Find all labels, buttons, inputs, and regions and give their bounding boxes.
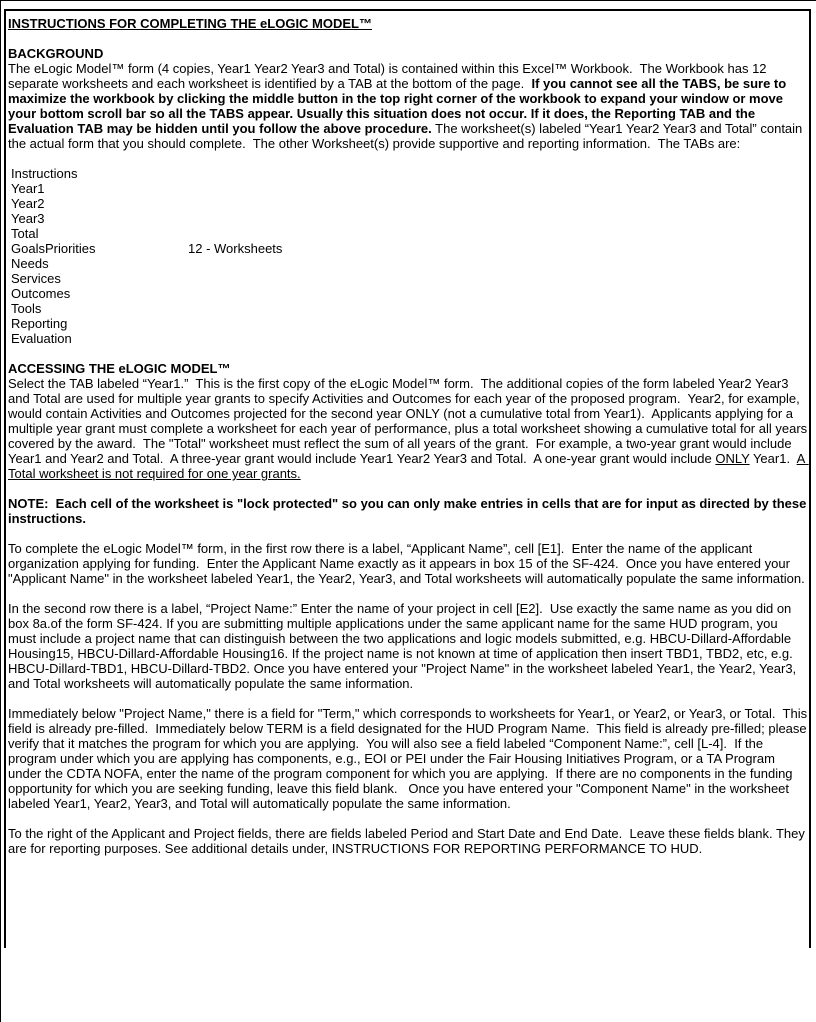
tab-label: Total xyxy=(11,226,39,241)
tab-list-item-outcomes xyxy=(11,286,808,301)
project-name-paragraph xyxy=(8,601,808,691)
applicant-name-paragraph xyxy=(8,541,808,586)
accessing-run-4-underline: A Total worksheet is not required for one year grants. xyxy=(8,451,809,481)
tab-list-item-services xyxy=(11,271,808,286)
tab-list-item-year3 xyxy=(11,211,808,226)
tab-list-item-tools xyxy=(11,301,808,316)
accessing-heading: ACCESSING THE eLOGIC MODEL™ xyxy=(8,361,231,376)
tab-list-item-year1 xyxy=(11,181,808,196)
tab-list-item-reporting xyxy=(11,316,808,331)
tab-list-item-needs xyxy=(11,256,808,271)
doc-title: INSTRUCTIONS FOR COMPLETING THE eLOGIC MODEL™ xyxy=(8,16,372,31)
tab-label: Services xyxy=(11,271,61,286)
background-run-2-bold: If you cannot see all the TABS, be sure to maximize the workbook by clicking the middle button in the top right corner of the workbook to expand your window or move your bottom scroll bar so all the TABS appear. Usually this situation does not occur. If it does, the Reporting TAB and the Evaluation TAB may be hidden until you follow the above procedure. xyxy=(8,76,790,136)
tab-list-item-goalspriorities xyxy=(11,241,808,256)
worksheet-tab-list xyxy=(8,166,808,346)
tab-label: Evaluation xyxy=(11,331,72,346)
accessing-run-2-underline: ONLY xyxy=(715,451,750,466)
period-dates-text: To the right of the Applicant and Project fields, there are fields labeled Period and Start Date and End Date. Leave these fields blank. They are for reporting purposes. See additional details under, INSTRUCTIONS FOR REPORTING PERFORMANCE TO HUD. xyxy=(8,826,809,856)
term-component-text: Immediately below "Project Name," there is a field for "Term," which corresponds to worksheets for Year1, or Year2, or Year3, or Total. This field is already pre-filled. Immediately below TERM is a field designated for the HUD Program Name. This field is already pre-filled; please verify that it matches the program for which you are applying. You will also see a field labeled “Component Name:”, cell [L-4]. If the program under which you are applying has components, e.g., EOI or PEI under the Fair Housing Initiatives Program, or a TA Program under the CDTA NOFA, enter the name of the program component for which you are applying. If there are no components in the funding opportunity for which you are seeking funding, leave this field blank. Once you have entered your "Component Name" in the worksheet labeled Year1, Year2, Year3, and Total will automatically populate the same information. xyxy=(8,706,811,811)
tab-list-item-year2 xyxy=(11,196,808,211)
tab-label: Instructions xyxy=(11,166,78,181)
project-name-text: In the second row there is a label, “Project Name:” Enter the name of your project in cell [E2]. Use exactly the same name as you did on box 8a.of the form SF-424. If you are submitting multiple applications under the same applicant name for the same HUD program, you must include a project name that can distinguish between the two applications and logic models submitted, e.g. HBCU-Dillard-Affordable Housing15, HBCU-Dillard-Affordable Housing16. If the project name is not known at time of application then insert TBD1, TBD2, etc, e.g. HBCU-Dillard-TBD1, HBCU-Dillard-TBD2. Once you have entered your "Project Name" in the worksheet labeled Year1, the Year2, Year3, and Total worksheets will automatically populate the same information. xyxy=(8,601,800,691)
accessing-run-1: Select the TAB labeled “Year1.” This is the first copy of the eLogic Model™ form. The additional copies of the form labeled Year2 Year3 and Total are used for multiple year grants to specify Activities and Outcomes for each year of the proposed program. Year2, for example, would contain Activities and Outcomes projected for the second year ONLY (not a cumulative total from Year1). Applicants applying for a multiple year grant must complete a worksheet for each year of performance, plus a total worksheet showing a cumulative total for all years covered by the award. The "Total" worksheet must reflect the sum of all years of the grant. For example, a two-year grant would include Year1 and Year2 and Total. A three-year grant would include Year1 Year2 Year3 and Total. A one-year grant would include xyxy=(8,376,811,466)
tab-list-item-instructions xyxy=(11,166,808,181)
accessing-run-3: Year1. xyxy=(749,451,797,466)
applicant-name-text: To complete the eLogic Model™ form, in the first row there is a label, “Applicant Name”, cell [E1]. Enter the name of the applicant organization applying for funding. Enter the Applicant Name exactly as it appears in box 15 of the SF-424. Once you have entered your "Applicant Name" in the worksheet labeled Year1, the Year2, Year3, and Total worksheets will automatically populate the same information. xyxy=(8,541,805,586)
tab-label: Year2 xyxy=(11,196,45,211)
note-text: NOTE: Each cell of the worksheet is "lock protected" so you can only make entries in cells that are for input as directed by these instructions. xyxy=(8,496,810,526)
tab-list-item-total xyxy=(11,226,808,241)
tab-label: Year1 xyxy=(11,181,45,196)
tab-list-item-evaluation xyxy=(11,331,808,346)
period-dates-paragraph xyxy=(8,826,808,856)
tab-label: Reporting xyxy=(11,316,68,331)
window-top-edge xyxy=(0,0,816,1)
tab-label: Needs xyxy=(11,256,49,271)
tab-label: Outcomes xyxy=(11,286,71,301)
background-heading: BACKGROUND xyxy=(8,46,104,61)
window-left-edge xyxy=(0,0,1,1022)
worksheet-count-annotation: 12 - Worksheets xyxy=(188,241,283,256)
instructions-box xyxy=(4,9,811,948)
tab-label: Tools xyxy=(11,301,42,316)
tab-label: GoalsPriorities xyxy=(11,241,96,256)
term-component-paragraph xyxy=(8,706,811,811)
background-run-3: The worksheet(s) labeled “Year1 Year2 Year3 and Total” contain the actual form that you should complete. The other Worksheet(s) provide supportive and reporting information. The TABs are: xyxy=(8,121,806,151)
tab-label: Year3 xyxy=(11,211,45,226)
note-paragraph xyxy=(8,496,808,526)
accessing-paragraph xyxy=(8,376,811,481)
background-paragraph xyxy=(8,61,808,151)
background-run-1: The eLogic Model™ form (4 copies, Year1 Year2 Year3 and Total) is contained within this Excel™ Workbook. The Workbook has 12 separate worksheets and each worksheet is identified by a TAB at the bottom of the page. xyxy=(8,61,771,91)
